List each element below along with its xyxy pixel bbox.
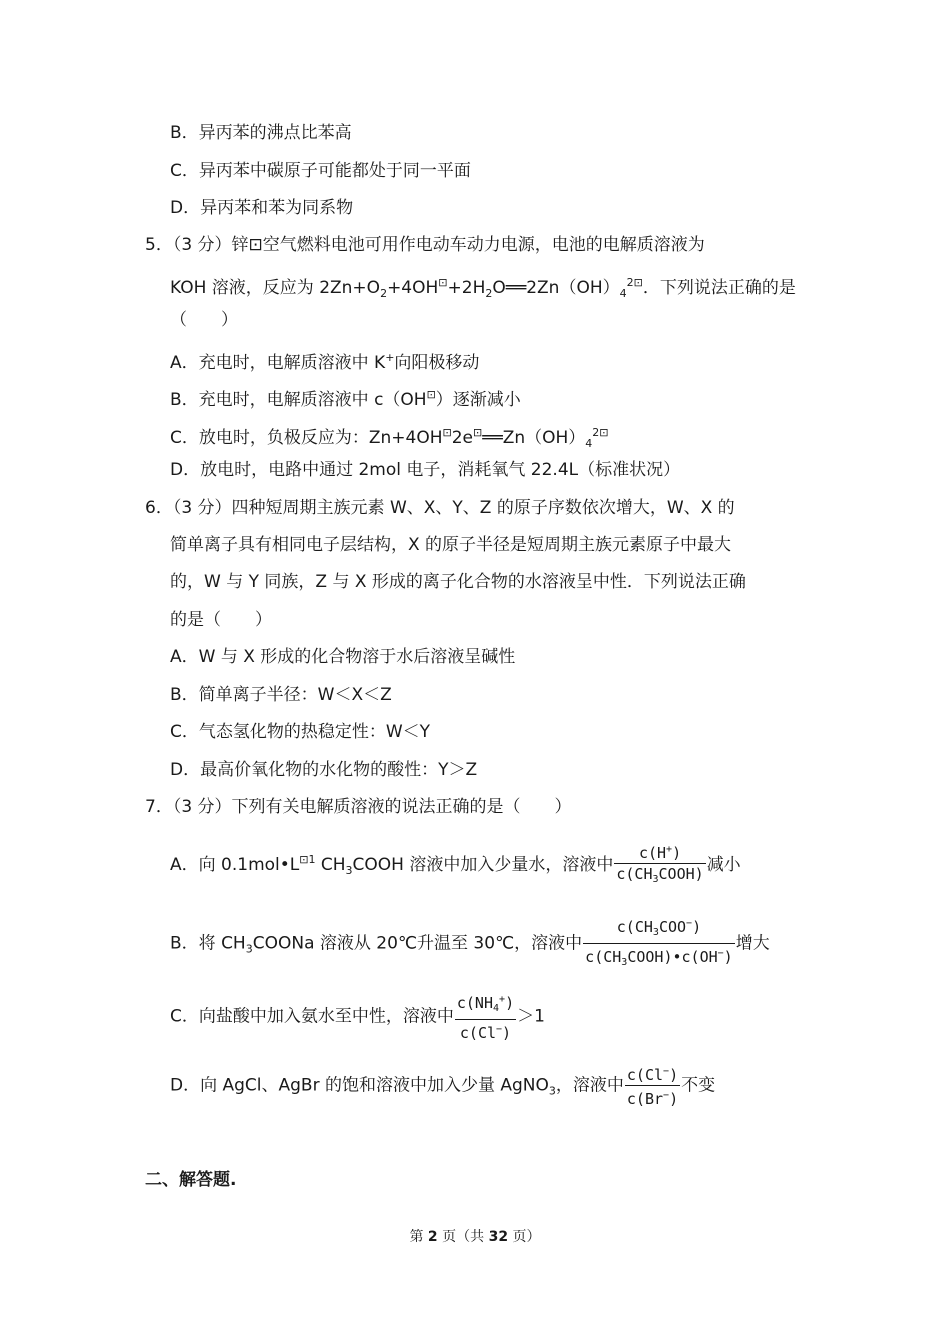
section-heading-answers: 二、解答题. [145, 1170, 237, 1190]
q6-stem-line2: 简单离子具有相同电子层结构，X 的原子半径是短周期主族元素原子中最大 [170, 535, 732, 555]
q5-stem-line2: KOH 溶液，反应为 $2Zn+O_2+4OH^⊡+2H_2O══2Zn(OH)_4^{2⊡}$．下列说法正确的是 [170, 276, 796, 300]
q6-stem-line4: 的是（ ） [170, 610, 272, 630]
q5-option-a: A．充电时，电解质溶液中 K+向阳极移动 [170, 351, 480, 373]
q5-option-b: B．充电时，电解质溶液中 c（OH⊡）逐渐减小 [170, 388, 521, 410]
q6-option-a: A．W 与 X 形成的化合物溶于水后溶液呈碱性 [170, 647, 516, 667]
q5-option-c: C．放电时，负极反应为：$Zn+4OH^⊡2e^⊡══Zn(OH)_4^{2⊡}$ [170, 426, 609, 450]
q7-stem: 7．（3 分）下列有关电解质溶液的说法正确的是（ ） [145, 797, 572, 817]
q7-option-b: B．将 $CH_3COONa$ 溶液从 20℃升温至 30℃，溶液中 $\frac{c(CH_3COO^-)}{c(CH_3COOH)•c(OH^-)}$ 增大 [170, 914, 770, 973]
q6-stem-line3: 的，W 与 Y 同族，Z 与 X 形成的离子化合物的水溶液呈中性．下列说法正确 [170, 572, 746, 592]
q6-option-c: C．气态氢化物的热稳定性：W＜Y [170, 722, 431, 742]
q6-option-d: D．最高价氧化物的水化物的酸性：Y＞Z [170, 760, 478, 780]
q7-option-a: A．向 $0.1mol•L^{⊡1}$ $CH_3COOH$ 溶液中加入少量水，溶液中 $\frac{c(H^+)}{c(CH_3COOH)}$ 减小 [170, 838, 741, 893]
q7-option-c-fraction: $\frac{c(NH_4^+)}{c(Cl^-)}$ [455, 990, 516, 1043]
q7-option-b-fraction: $\frac{c(CH_3COO^-)}{c(CH_3COOH)•c(OH^-)}$ [583, 914, 735, 973]
q4-option-b: B．异丙苯的沸点比苯高 [170, 123, 352, 143]
q7-option-d: D．向 AgCl、AgBr 的饱和溶液中加入少量 AgNO$_3$，溶液中 $\frac{c(Cl^-)}{c(Br^-)}$ 不变 [170, 1062, 715, 1114]
q5-option-d: D．放电时，电路中通过 2mol 电子，消耗氧气 22.4L（标准状况） [170, 460, 681, 480]
q7-option-d-fraction: $\frac{c(Cl^-)}{c(Br^-)}$ [625, 1062, 680, 1109]
q4-option-c: C．异丙苯中碳原子可能都处于同一平面 [170, 161, 471, 181]
q7-option-c: C．向盐酸中加入氨水至中性，溶液中 $\frac{c(NH_4^+)}{c(Cl^-)}$ ＞1 [170, 990, 545, 1043]
page-footer: 第 2 页（共 32 页） [409, 1229, 541, 1245]
q6-stem-line1: 6．（3 分）四种短周期主族元素 W、X、Y、Z 的原子序数依次增大，W、X 的 [145, 498, 735, 518]
q5-answer-paren: （ ） [170, 310, 238, 330]
q6-option-b: B．简单离子半径：W＜X＜Z [170, 685, 392, 705]
q4-option-d: D．异丙苯和苯为同系物 [170, 198, 354, 218]
q5-stem-line1: 5．（3 分）锌⊡空气燃料电池可用作电动车动力电源，电池的电解质溶液为 [145, 235, 705, 255]
q7-option-a-fraction: $\frac{c(H^+)}{c(CH_3COOH)}$ [614, 840, 705, 890]
